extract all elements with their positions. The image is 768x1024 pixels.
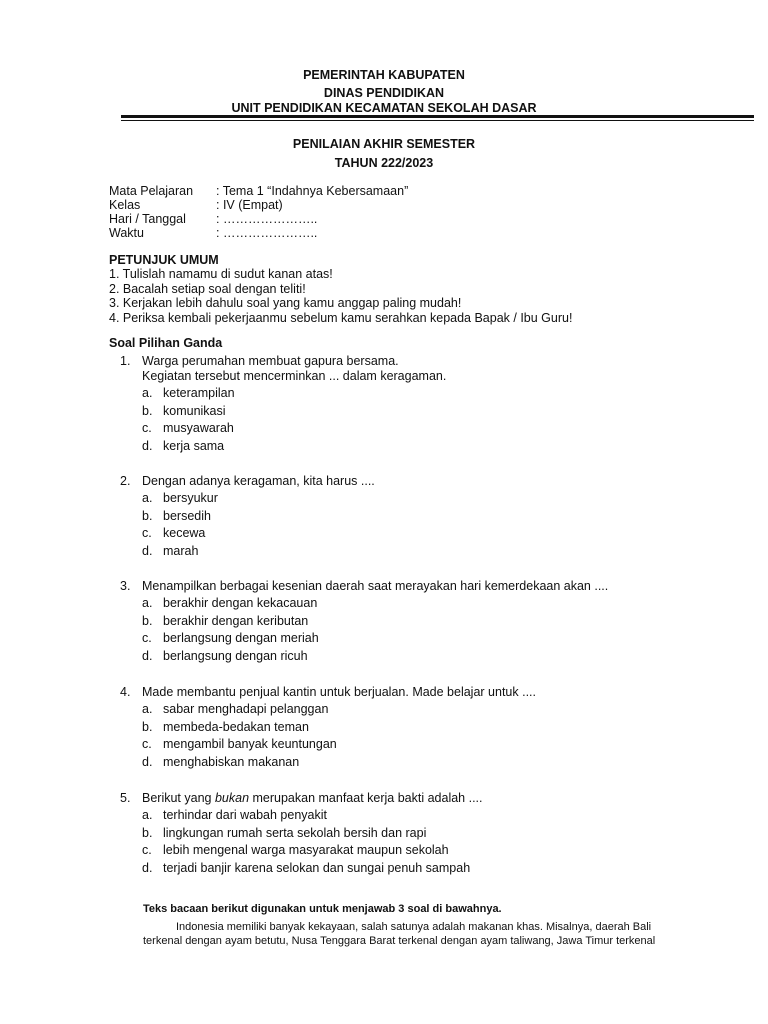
header-department: DINAS PENDIDIKAN	[323, 86, 445, 100]
question-text-line2: Kegiatan tersebut mencerminkan ... dalam keragaman.	[142, 369, 447, 383]
question-text	[142, 791, 483, 805]
info-row-subject	[109, 184, 408, 198]
info-label: Mata Pelajaran	[109, 184, 194, 198]
option-a	[142, 808, 327, 822]
option-d	[142, 861, 470, 875]
header-unit: UNIT PENDIDIKAN KECAMATAN SEKOLAH DASAR	[231, 101, 537, 115]
option-d	[142, 755, 299, 769]
info-row-class	[109, 198, 408, 212]
option-text: kecewa	[163, 526, 206, 540]
option-text: lingkungan rumah serta sekolah bersih dan rapi	[163, 826, 427, 840]
option-a	[142, 702, 328, 716]
question-text-emphasis: bukan	[214, 791, 250, 805]
option-b	[142, 404, 226, 418]
option-text: berakhir dengan kekacauan	[163, 596, 318, 610]
option-letter: a.	[142, 491, 153, 505]
question-text: Menampilkan berbagai kesenian daerah saat merayakan hari kemerdekaan akan ....	[142, 579, 609, 593]
info-value: : …………………..	[216, 212, 318, 226]
instruction-item: 2. Bacalah setiap soal dengan teliti!	[109, 281, 306, 296]
exam-title: PENILAIAN AKHIR SEMESTER	[292, 137, 476, 151]
option-c	[142, 737, 337, 751]
info-label: Waktu	[109, 226, 144, 240]
option-letter: b.	[142, 826, 153, 840]
option-c	[142, 526, 205, 540]
info-value: : Tema 1 “Indahnya Kebersamaan”	[216, 184, 409, 198]
option-text: terhindar dari wabah penyakit	[163, 808, 327, 822]
question-text: Dengan adanya keragaman, kita harus ....	[142, 474, 375, 488]
option-text: keterampilan	[163, 386, 235, 400]
option-text: berlangsung dengan ricuh	[163, 649, 308, 663]
instructions-heading: PETUNJUK UMUM	[109, 253, 219, 267]
question-text-post: merupakan manfaat kerja bakti adalah ....	[249, 791, 483, 805]
info-row-date	[109, 212, 408, 226]
option-text: lebih mengenal warga masyarakat maupun sekolah	[163, 843, 449, 857]
option-b	[142, 614, 308, 628]
option-text: sabar menghadapi pelanggan	[163, 702, 329, 716]
reading-note: Teks bacaan berikut digunakan untuk menjawab 3 soal di bawahnya.	[143, 903, 502, 915]
option-letter: a.	[142, 596, 153, 610]
exam-info	[109, 184, 408, 240]
question-text-pre: Berikut yang	[142, 791, 215, 805]
option-text: kerja sama	[163, 439, 225, 453]
question-text: Warga perumahan membuat gapura bersama.	[142, 354, 399, 368]
info-label: Kelas	[109, 198, 141, 212]
option-b	[142, 826, 426, 840]
option-a	[142, 491, 218, 505]
option-letter: b.	[142, 614, 153, 628]
option-letter: d.	[142, 861, 153, 875]
option-letter: c.	[142, 737, 152, 751]
option-text: bersedih	[163, 509, 211, 523]
option-text: menghabiskan makanan	[163, 755, 300, 769]
option-text: musyawarah	[163, 421, 234, 435]
option-a	[142, 596, 317, 610]
option-text: membeda-bedakan teman	[163, 720, 309, 734]
reading-paragraph: Indonesia memiliki banyak kekayaan, salah satunya adalah makanan khas. Misalnya, daerah Bali terkenal dengan ayam betutu, Nusa Tenggara Barat terkenal dengan ayam taliwang, Jawa Timur terkenal	[143, 921, 656, 947]
option-letter: d.	[142, 439, 153, 453]
option-letter: a.	[142, 808, 153, 822]
option-letter: d.	[142, 755, 153, 769]
option-letter: b.	[142, 509, 153, 523]
instructions-list	[109, 267, 572, 325]
option-d	[142, 649, 308, 663]
option-letter: a.	[142, 386, 153, 400]
option-letter: b.	[142, 404, 153, 418]
option-letter: a.	[142, 702, 153, 716]
reading-passage	[143, 920, 688, 948]
header-rule-thick	[121, 115, 754, 118]
option-letter: c.	[142, 526, 152, 540]
option-text: berlangsung dengan meriah	[163, 631, 319, 645]
option-text: komunikasi	[163, 404, 226, 418]
question-text: Made membantu penjual kantin untuk berjualan. Made belajar untuk ....	[142, 685, 536, 699]
option-text: bersyukur	[163, 491, 218, 505]
option-c	[142, 631, 319, 645]
question-number: 1.	[120, 354, 131, 368]
option-text: berakhir dengan keributan	[163, 614, 309, 628]
option-b	[142, 720, 309, 734]
option-letter: d.	[142, 544, 153, 558]
option-letter: b.	[142, 720, 153, 734]
info-value: : IV (Empat)	[216, 198, 283, 212]
option-text: terjadi banjir karena selokan dan sungai penuh sampah	[163, 861, 471, 875]
option-a	[142, 386, 235, 400]
option-text: marah	[163, 544, 199, 558]
option-text: mengambil banyak keuntungan	[163, 737, 337, 751]
header-government: PEMERINTAH KABUPATEN	[303, 68, 465, 82]
info-value: : …………………..	[216, 226, 318, 240]
option-c	[142, 421, 234, 435]
option-b	[142, 509, 211, 523]
option-c	[142, 843, 449, 857]
option-letter: c.	[142, 843, 152, 857]
question-number: 5.	[120, 791, 131, 805]
header-rule-thin	[121, 120, 754, 121]
info-label: Hari / Tanggal	[109, 212, 186, 226]
question-number: 2.	[120, 474, 131, 488]
question-number: 3.	[120, 579, 131, 593]
option-letter: c.	[142, 421, 152, 435]
instruction-item: 1. Tulislah namamu di sudut kanan atas!	[109, 267, 333, 281]
exam-year: TAHUN 222/2023	[334, 156, 434, 170]
instruction-item: 4. Periksa kembali pekerjaanmu sebelum kamu serahkan kepada Bapak / Ibu Guru!	[109, 310, 573, 325]
option-letter: d.	[142, 649, 153, 663]
option-d	[142, 439, 224, 453]
instruction-item: 3. Kerjakan lebih dahulu soal yang kamu anggap paling mudah!	[109, 296, 462, 310]
info-row-time	[109, 226, 408, 240]
section-heading: Soal Pilihan Ganda	[109, 336, 223, 350]
option-letter: c.	[142, 631, 152, 645]
option-d	[142, 544, 198, 558]
question-number: 4.	[120, 685, 131, 699]
